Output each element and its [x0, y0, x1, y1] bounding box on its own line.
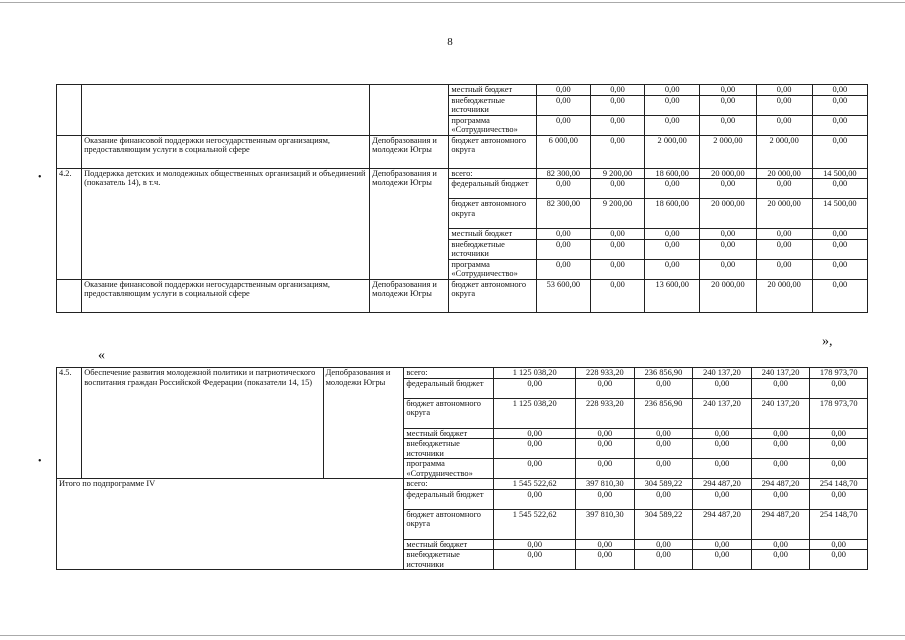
value-cell: 20 000,00 — [756, 279, 812, 312]
value-cell: 20 000,00 — [756, 168, 812, 179]
value-cell: 178 973,70 — [810, 368, 868, 379]
value-cell: 0,00 — [810, 439, 868, 459]
executor-cell: Депобразования и молодежи Югры — [370, 279, 449, 312]
value-cell: 0,00 — [812, 229, 867, 240]
value-cell: 228 933,20 — [576, 368, 635, 379]
value-cell: 0,00 — [634, 539, 693, 550]
value-cell: 0,00 — [645, 85, 700, 96]
value-cell: 0,00 — [693, 378, 752, 398]
value-cell: 0,00 — [812, 115, 867, 135]
value-cell: 294 487,20 — [751, 479, 810, 490]
value-cell: 0,00 — [590, 279, 644, 312]
value-cell: 0,00 — [751, 378, 810, 398]
value-cell: 0,00 — [494, 489, 576, 509]
value-cell: 1 545 522,62 — [494, 509, 576, 539]
value-cell: 0,00 — [812, 259, 867, 279]
value-cell: 240 137,20 — [751, 368, 810, 379]
source-cell: программа «Сотрудничество» — [449, 259, 536, 279]
value-cell: 0,00 — [693, 489, 752, 509]
value-cell: 0,00 — [812, 95, 867, 115]
value-cell: 20 000,00 — [700, 199, 756, 229]
value-cell: 0,00 — [536, 229, 590, 240]
value-cell: 0,00 — [576, 459, 635, 479]
table-row — [57, 135, 868, 168]
value-cell: 0,00 — [810, 378, 868, 398]
value-cell: 14 500,00 — [812, 199, 867, 229]
value-cell: 0,00 — [576, 428, 635, 439]
budget-table-bottom — [56, 367, 868, 570]
title-cell: Оказание финансовой поддержки негосударственным организациям, предоставляющим услуги в социальной сфере — [82, 279, 370, 312]
value-cell: 397 810,30 — [576, 509, 635, 539]
num-cell: 4.2. — [57, 168, 82, 279]
value-cell: 0,00 — [700, 259, 756, 279]
value-cell: 0,00 — [756, 115, 812, 135]
value-cell: 0,00 — [634, 428, 693, 439]
budget-table-top — [56, 84, 868, 313]
num-cell — [57, 135, 82, 168]
value-cell: 14 500,00 — [812, 168, 867, 179]
value-cell: 0,00 — [756, 229, 812, 240]
executor-cell: Депобразования и молодежи Югры — [370, 168, 449, 279]
value-cell: 0,00 — [536, 85, 590, 96]
source-cell: федеральный бюджет — [449, 179, 536, 199]
value-cell: 0,00 — [590, 135, 644, 168]
closing-quote: », — [822, 334, 833, 349]
value-cell: 0,00 — [494, 459, 576, 479]
executor-cell: Депобразования и молодежи Югры — [370, 135, 449, 168]
value-cell: 0,00 — [700, 115, 756, 135]
value-cell: 0,00 — [751, 539, 810, 550]
value-cell: 0,00 — [634, 550, 693, 570]
value-cell: 254 148,70 — [810, 479, 868, 490]
value-cell: 0,00 — [590, 85, 644, 96]
value-cell: 0,00 — [751, 459, 810, 479]
source-cell: программа «Сотрудничество» — [404, 459, 494, 479]
source-cell: местный бюджет — [449, 85, 536, 96]
value-cell: 0,00 — [645, 179, 700, 199]
value-cell: 0,00 — [590, 179, 644, 199]
source-cell: местный бюджет — [404, 539, 494, 550]
value-cell: 20 000,00 — [756, 199, 812, 229]
value-cell: 294 487,20 — [693, 509, 752, 539]
value-cell: 0,00 — [693, 459, 752, 479]
value-cell: 0,00 — [645, 259, 700, 279]
source-cell: бюджет автономного округа — [449, 135, 536, 168]
value-cell: 0,00 — [810, 428, 868, 439]
value-cell: 0,00 — [645, 239, 700, 259]
value-cell: 0,00 — [645, 115, 700, 135]
value-cell: 0,00 — [536, 179, 590, 199]
source-cell: программа «Сотрудничество» — [449, 115, 536, 135]
value-cell: 0,00 — [812, 85, 867, 96]
value-cell: 1 125 038,20 — [494, 368, 576, 379]
value-cell: 0,00 — [693, 550, 752, 570]
value-cell: 0,00 — [810, 489, 868, 509]
value-cell: 0,00 — [494, 439, 576, 459]
value-cell: 0,00 — [756, 85, 812, 96]
value-cell: 0,00 — [536, 115, 590, 135]
value-cell: 0,00 — [700, 229, 756, 240]
value-cell: 1 545 522,62 — [494, 479, 576, 490]
scan-dot: • — [38, 456, 42, 467]
value-cell: 9 200,00 — [590, 168, 644, 179]
value-cell: 0,00 — [693, 428, 752, 439]
value-cell: 240 137,20 — [693, 368, 752, 379]
value-cell: 0,00 — [634, 489, 693, 509]
value-cell: 0,00 — [494, 539, 576, 550]
executor-cell: Депобразования и молодежи Югры — [323, 368, 404, 479]
value-cell: 0,00 — [494, 550, 576, 570]
value-cell: 304 589,22 — [634, 509, 693, 539]
value-cell: 240 137,20 — [751, 398, 810, 428]
source-cell: федеральный бюджет — [404, 489, 494, 509]
value-cell: 0,00 — [536, 95, 590, 115]
title-cell: Обеспечение развития молодежной политики и патриотического воспитания граждан Российской Федерации (показатели 14, 15) — [82, 368, 323, 479]
value-cell: 6 000,00 — [536, 135, 590, 168]
value-cell: 0,00 — [645, 95, 700, 115]
value-cell: 0,00 — [576, 539, 635, 550]
value-cell: 0,00 — [536, 239, 590, 259]
value-cell: 0,00 — [751, 489, 810, 509]
value-cell: 0,00 — [590, 239, 644, 259]
value-cell: 228 933,20 — [576, 398, 635, 428]
source-cell: внебюджетные источники — [449, 95, 536, 115]
page-number: 8 — [447, 36, 453, 48]
source-cell: бюджет автономного округа — [404, 509, 494, 539]
value-cell: 0,00 — [536, 259, 590, 279]
value-cell: 2 000,00 — [645, 135, 700, 168]
value-cell: 18 600,00 — [645, 199, 700, 229]
scan-edge-top — [0, 2, 905, 3]
title-cell — [82, 85, 370, 136]
source-cell: всего: — [449, 168, 536, 179]
value-cell: 254 148,70 — [810, 509, 868, 539]
value-cell: 9 200,00 — [590, 199, 644, 229]
value-cell: 0,00 — [812, 135, 867, 168]
source-cell: бюджет автономного округа — [404, 398, 494, 428]
source-cell: внебюджетные источники — [404, 439, 494, 459]
table-row — [57, 279, 868, 312]
value-cell: 0,00 — [494, 428, 576, 439]
value-cell: 0,00 — [693, 539, 752, 550]
value-cell: 0,00 — [576, 489, 635, 509]
value-cell: 0,00 — [756, 239, 812, 259]
value-cell: 178 973,70 — [810, 398, 868, 428]
value-cell: 0,00 — [756, 179, 812, 199]
value-cell: 13 600,00 — [645, 279, 700, 312]
source-cell: федеральный бюджет — [404, 378, 494, 398]
value-cell: 397 810,30 — [576, 479, 635, 490]
value-cell: 0,00 — [700, 85, 756, 96]
value-cell: 304 589,22 — [634, 479, 693, 490]
value-cell: 0,00 — [756, 95, 812, 115]
source-cell: бюджет автономного округа — [449, 199, 536, 229]
value-cell: 20 000,00 — [700, 279, 756, 312]
num-cell — [57, 85, 82, 136]
value-cell: 0,00 — [812, 279, 867, 312]
source-cell: местный бюджет — [449, 229, 536, 240]
source-cell: бюджет автономного округа — [449, 279, 536, 312]
value-cell: 18 600,00 — [645, 168, 700, 179]
value-cell: 0,00 — [576, 439, 635, 459]
value-cell: 0,00 — [645, 229, 700, 240]
value-cell: 0,00 — [576, 550, 635, 570]
value-cell: 0,00 — [590, 95, 644, 115]
value-cell: 0,00 — [700, 239, 756, 259]
total-title-cell: Итого по подпрограмме IV — [57, 479, 404, 570]
value-cell: 0,00 — [590, 115, 644, 135]
table-row — [57, 168, 868, 179]
title-cell: Оказание финансовой поддержки негосударственным организациям, предоставляющим услуги в социальной сфере — [82, 135, 370, 168]
source-cell: всего: — [404, 368, 494, 379]
scan-edge-bottom — [0, 635, 905, 636]
value-cell: 0,00 — [576, 378, 635, 398]
value-cell: 0,00 — [700, 179, 756, 199]
value-cell: 236 856,90 — [634, 398, 693, 428]
value-cell: 0,00 — [700, 95, 756, 115]
value-cell: 294 487,20 — [751, 509, 810, 539]
value-cell: 0,00 — [634, 439, 693, 459]
source-cell: внебюджетные источники — [449, 239, 536, 259]
value-cell: 0,00 — [590, 229, 644, 240]
num-cell: 4.5. — [57, 368, 82, 479]
title-cell: Поддержка детских и молодежных общественных организаций и объединений (показатель 14), в т.ч. — [82, 168, 370, 279]
value-cell: 2 000,00 — [700, 135, 756, 168]
value-cell: 0,00 — [810, 539, 868, 550]
source-cell: внебюджетные источники — [404, 550, 494, 570]
table-row — [57, 368, 868, 379]
value-cell: 0,00 — [812, 179, 867, 199]
value-cell: 2 000,00 — [756, 135, 812, 168]
value-cell: 0,00 — [634, 459, 693, 479]
value-cell: 1 125 038,20 — [494, 398, 576, 428]
source-cell: местный бюджет — [404, 428, 494, 439]
value-cell: 82 300,00 — [536, 168, 590, 179]
value-cell: 0,00 — [494, 378, 576, 398]
value-cell: 0,00 — [634, 378, 693, 398]
value-cell: 20 000,00 — [700, 168, 756, 179]
value-cell: 0,00 — [751, 428, 810, 439]
num-cell — [57, 279, 82, 312]
value-cell: 236 856,90 — [634, 368, 693, 379]
scan-dot: • — [38, 172, 42, 183]
source-cell: всего: — [404, 479, 494, 490]
value-cell: 0,00 — [693, 439, 752, 459]
opening-quote: « — [98, 348, 105, 363]
value-cell: 294 487,20 — [693, 479, 752, 490]
value-cell: 240 137,20 — [693, 398, 752, 428]
executor-cell — [370, 85, 449, 136]
value-cell: 82 300,00 — [536, 199, 590, 229]
value-cell: 0,00 — [810, 550, 868, 570]
value-cell: 0,00 — [751, 439, 810, 459]
value-cell: 0,00 — [751, 550, 810, 570]
value-cell: 0,00 — [810, 459, 868, 479]
table-row — [57, 85, 868, 96]
value-cell: 0,00 — [756, 259, 812, 279]
value-cell: 53 600,00 — [536, 279, 590, 312]
value-cell: 0,00 — [812, 239, 867, 259]
table-row — [57, 479, 868, 490]
value-cell: 0,00 — [590, 259, 644, 279]
